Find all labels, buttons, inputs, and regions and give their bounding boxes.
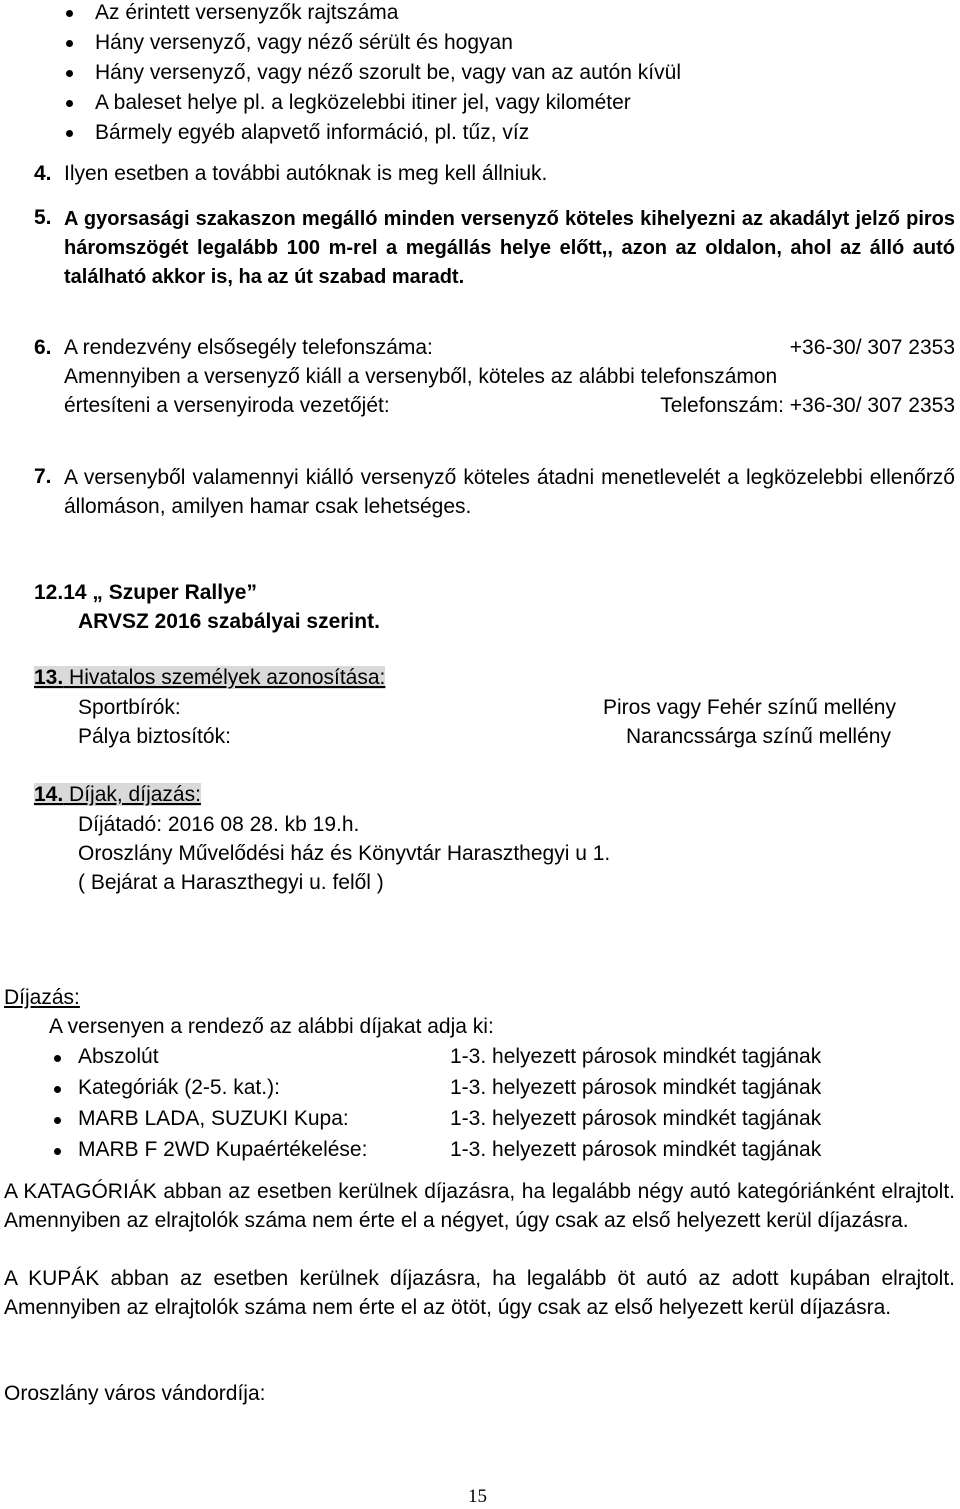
page-number: 15	[468, 1486, 487, 1507]
item-number: 6.	[34, 336, 52, 359]
item6-line3-right: Telefonszám: +36-30/ 307 2353	[660, 394, 955, 417]
bullet-icon	[54, 1055, 61, 1062]
bullet-icon	[66, 100, 73, 107]
prize-category: MARB LADA, SUZUKI Kupa:	[78, 1107, 349, 1130]
bullet-text: Az érintett versenyzők rajtszáma	[95, 1, 399, 24]
bullet-text: Hány versenyző, vagy néző szorult be, vagy van az autón kívül	[95, 61, 681, 84]
item4-text: Ilyen esetben a további autóknak is meg kell állniuk.	[64, 162, 548, 185]
item-number: 7.	[34, 465, 52, 488]
prize-award: 1-3. helyezett párosok mindkét tagjának	[450, 1076, 822, 1099]
official-role: Sportbírók:	[78, 696, 181, 719]
bullet-text: A baleset helye pl. a legközelebbi itiner jel, vagy kilométer	[95, 91, 631, 114]
prize-category: Kategóriák (2-5. kat.):	[78, 1076, 280, 1099]
item13-title: Hivatalos személyek azonosítása:	[69, 666, 386, 689]
bullet-icon	[66, 70, 73, 77]
first-aid-phone: +36-30/ 307 2353	[789, 336, 955, 359]
item12-line1: 12.14 „ Szuper Rallye”	[34, 581, 257, 604]
prize-category: MARB F 2WD Kupaértékelése:	[78, 1138, 368, 1161]
item7-text: A versenyből valamennyi kiálló versenyző köteles átadni menetlevelét a legközelebbi ellenőrző állomáson, amilyen hamar csak lehetséges.	[64, 466, 955, 518]
prize-award: 1-3. helyezett párosok mindkét tagjának	[450, 1107, 822, 1130]
item-number: 5.	[34, 206, 52, 229]
categories-paragraph: A KATAGÓRIÁK abban az esetben kerülnek díjazásra, ha legalább négy autó kategóriánként elrajtolt. Amennyiben az elrajtolók száma nem érte el a négyet, úgy csak az első helyezett kerül díjazásra.	[4, 1180, 955, 1232]
bullet-icon	[66, 10, 73, 17]
prize-award: 1-3. helyezett párosok mindkét tagjának	[450, 1045, 822, 1068]
item13-heading	[34, 665, 385, 690]
ceremony-line: ( Bejárat a Haraszthegyi u. felől )	[78, 871, 384, 894]
item12-line2: ARVSZ 2016 szabályai szerint.	[78, 610, 380, 633]
bullet-icon	[66, 130, 73, 137]
bullet-text: Bármely egyéb alapvető információ, pl. tűz, víz	[95, 121, 530, 144]
bullet-icon	[54, 1086, 61, 1093]
item14-heading	[34, 782, 201, 807]
first-aid-label: A rendezvény elsősegély telefonszáma:	[64, 336, 433, 359]
item-number: 4.	[34, 162, 52, 185]
bullet-icon	[54, 1148, 61, 1155]
bullet-icon	[66, 40, 73, 47]
prizes-title: Díjazás:	[4, 986, 80, 1009]
bullet-text: Hány versenyző, vagy néző sérült és hogyan	[95, 31, 513, 54]
item14-number: 14.	[34, 783, 64, 806]
official-vest: Piros vagy Fehér színű mellény	[603, 696, 896, 719]
official-role: Pálya biztosítók:	[78, 725, 231, 748]
ceremony-line: Oroszlány Művelődési ház és Könyvtár Haraszthegyi u 1.	[78, 842, 611, 865]
item6-line3-left: értesíteni a versenyiroda vezetőjét:	[64, 394, 390, 417]
prize-award: 1-3. helyezett párosok mindkét tagjának	[450, 1138, 822, 1161]
trophy-line: Oroszlány város vándordíja:	[4, 1382, 266, 1405]
bullet-icon	[54, 1117, 61, 1124]
ceremony-line: Díjátadó: 2016 08 28. kb 19.h.	[78, 813, 360, 836]
item6-line2: Amennyiben a versenyző kiáll a versenyből, köteles az alábbi telefonszámon	[64, 365, 778, 388]
prizes-intro: A versenyen a rendező az alábbi díjakat adja ki:	[49, 1015, 494, 1038]
prize-category: Abszolút	[78, 1045, 159, 1068]
item5-text: A gyorsasági szakaszon megálló minden versenyző köteles kihelyezni az akadályt jelző piros háromszögét legalább 100 m-rel a megállás helye előtt,, azon az oldalon, ahol az álló autó található akkor is, ha az út szabad maradt.	[64, 208, 955, 288]
cups-paragraph: A KUPÁK abban az esetben kerülnek díjazásra, ha legalább öt autó az adott kupában elrajtolt. Amennyiben az elrajtolók száma nem érte el az ötöt, úgy csak az első helyezett kerül díjazásra.	[4, 1267, 955, 1319]
item14-title: Díjak, díjazás:	[69, 783, 201, 806]
item13-number: 13.	[34, 666, 64, 689]
official-vest: Narancssárga színű mellény	[626, 725, 891, 748]
